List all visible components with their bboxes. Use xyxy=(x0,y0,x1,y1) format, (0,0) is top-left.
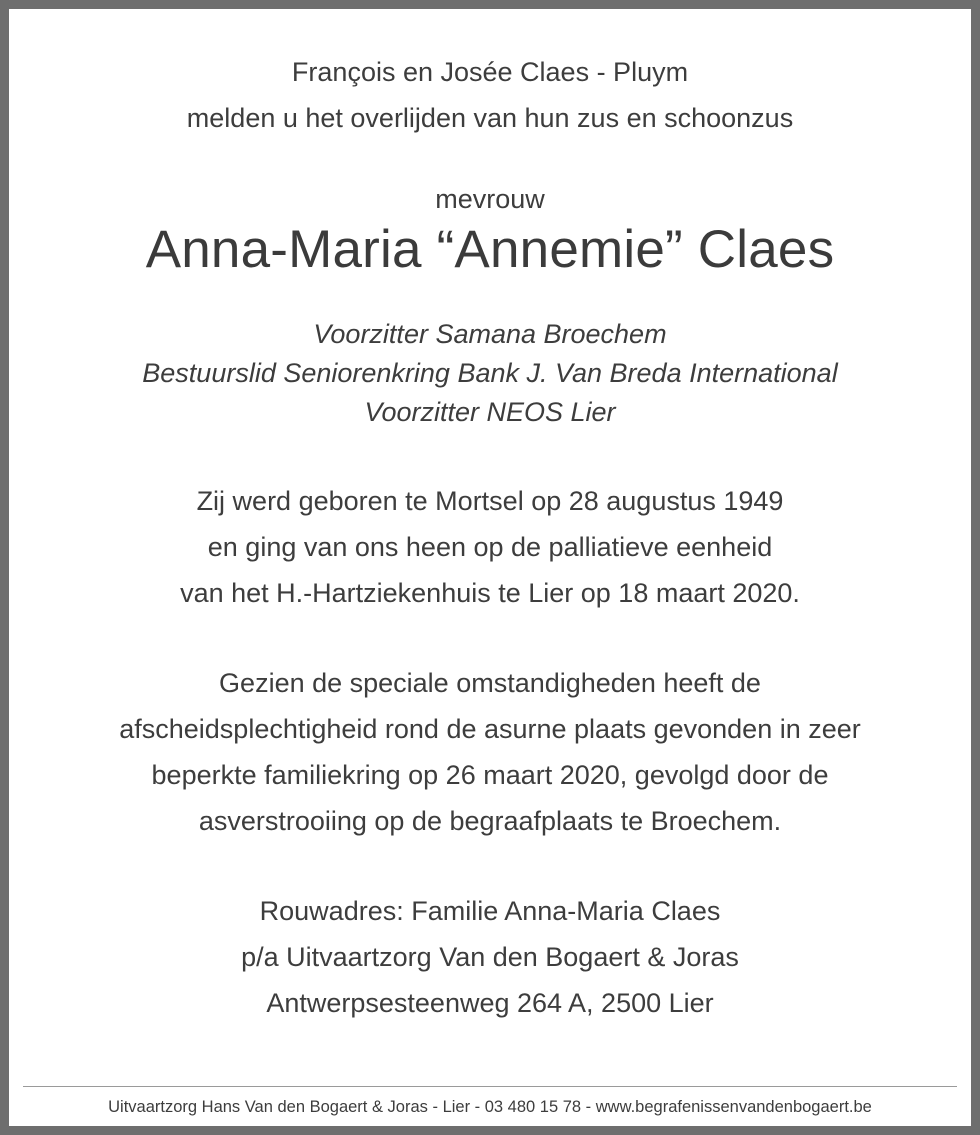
ceremony-block xyxy=(37,660,943,844)
footer-imprint: Uitvaartzorg Hans Van den Bogaert & Joras - Lier - 03 480 15 78 - www.begrafenissenvandenbogaert.be xyxy=(23,1086,957,1118)
role-item: Voorzitter Samana Broechem xyxy=(313,319,667,349)
role-item: Voorzitter NEOS Lier xyxy=(364,397,616,427)
spacer-after-roles xyxy=(37,432,943,478)
announcers-line-1: François en Josée Claes - Pluym xyxy=(291,57,689,87)
ceremony-line: Gezien de speciale omstandigheden heeft de xyxy=(219,668,761,698)
ceremony-line: afscheidsplechtigheid rond de asurne plaats gevonden in zeer xyxy=(119,714,861,744)
roles-block xyxy=(37,315,943,432)
birth-death-line: van het H.-Hartziekenhuis te Lier op 18 maart 2020. xyxy=(180,578,800,608)
mourning-address-line: Antwerpsesteenweg 264 A, 2500 Lier xyxy=(266,988,714,1018)
role-item: Bestuurslid Seniorenkring Bank J. Van Breda International xyxy=(142,358,838,388)
ceremony-line: beperkte familiekring op 26 maart 2020, gevolgd door de xyxy=(151,760,829,790)
salutation: mevrouw xyxy=(435,184,545,214)
announcers-block xyxy=(37,49,943,141)
ceremony-line: asverstrooiing op de begraafplaats te Broechem. xyxy=(198,806,782,836)
spacer-after-name xyxy=(37,283,943,315)
memorial-content xyxy=(9,9,971,1086)
birth-death-line: Zij werd geboren te Mortsel op 28 augustus 1949 xyxy=(196,486,784,516)
mourning-address-line: p/a Uitvaartzorg Van den Bogaert & Joras xyxy=(241,942,739,972)
deceased-name: Anna-Maria “Annemie” Claes xyxy=(145,220,835,279)
spacer-after-announcers xyxy=(37,141,943,181)
mourning-address-block xyxy=(37,888,943,1026)
spacer-after-ceremony xyxy=(37,844,943,888)
announcers-line-2: melden u het overlijden van hun zus en schoonzus xyxy=(186,103,794,133)
birth-death-block xyxy=(37,478,943,616)
spacer-after-birth-death xyxy=(37,616,943,660)
birth-death-line: en ging van ons heen op de palliatieve eenheid xyxy=(207,532,773,562)
mourning-address-line: Rouwadres: Familie Anna-Maria Claes xyxy=(259,896,721,926)
